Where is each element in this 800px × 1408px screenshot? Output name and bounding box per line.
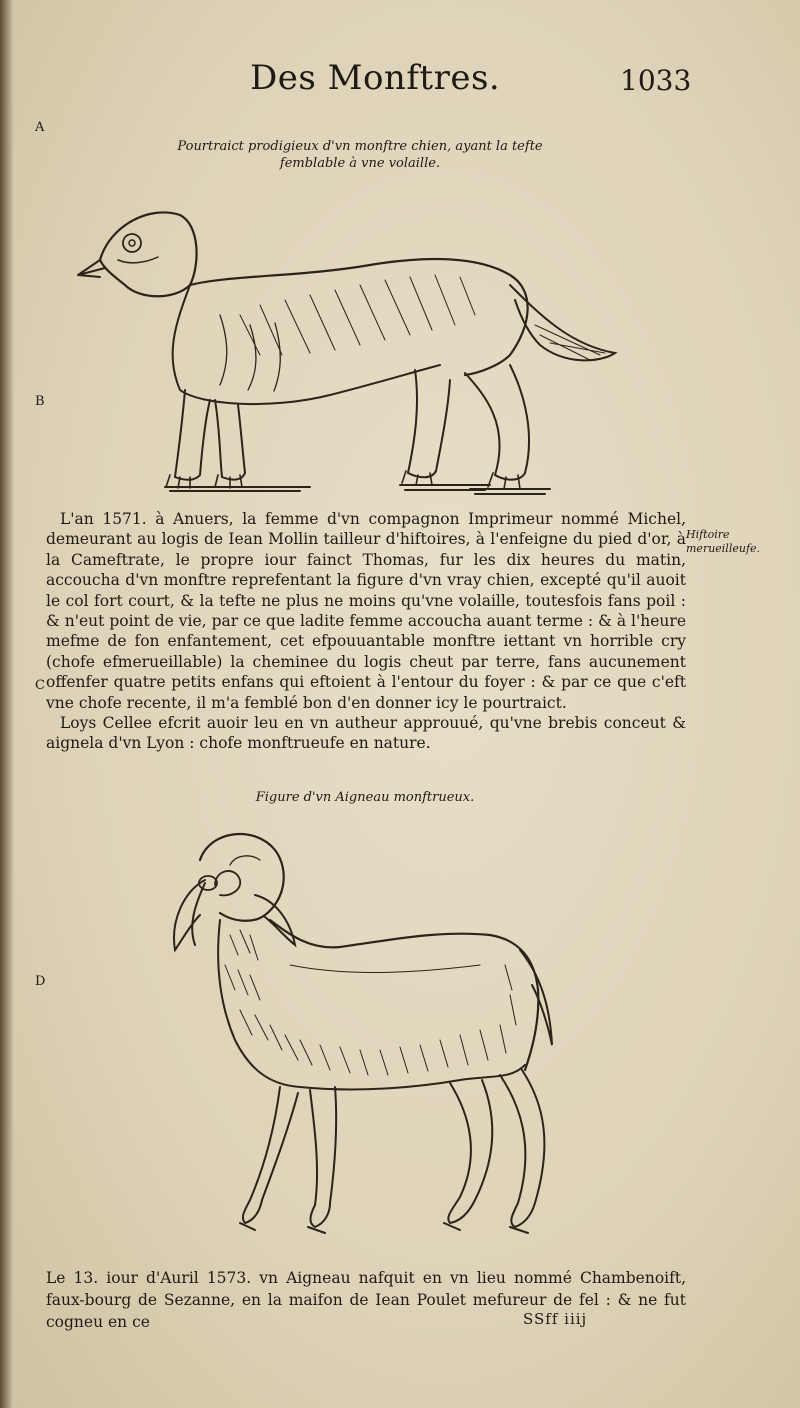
margin-letter-b: B [35,394,45,409]
paragraph-antwerp-monster: L'an 1571. à Anuers, la femme d'vn compagnon Imprimeur nommé Michel, demeurant au logis de Iean Mollin tailleur d'hiftoires, à l'enfeigne du pied d'or, à la Cameftrate, le propre iour fainct Thomas, fur les dix heures du matin, accoucha d'vn monftre reprefentant la figure d'vn vray chien, excepté qu'il auoit le col fort court, & la tefte ne plus ne moins qu'vne volaille, toutesfois fans poil : & n'eut point de vie, par ce que ladite femme accoucha auant terme : & à l'heure mefme de fon enfantement, cet efpouuantable monftre iettant vn horrible cry (chofe efmerueillable) la cheminee du logis cheut par terre, fans aucunement offenfer quatre petits enfans qui eftoient à l'entour du foyer : & par ce que c'eft vne chofe recente, il m'a femblé bon d'en donner icy le pourtraict. [46,510,686,712]
caption-dog-monster [150,138,570,172]
paragraph-sezanne-lamb: Le 13. iour d'Auril 1573. vn Aigneau nafquit en vn lieu nommé Chambenoift, faux-bourg de Sezanne, en la maifon de Iean Poulet mefureur de fel : & ne fut cogneu en ce [46,1269,686,1331]
margin-letter-d: D [35,974,46,989]
margin-note: Hiftoire merueilleufe. [686,528,761,555]
margin-letter-c: C [35,678,45,693]
caption-dog-monster-line-2: femblable à vne volaille. [279,156,441,171]
book-gutter [0,0,14,1408]
text-block-1 [46,509,686,754]
margin-letter-a: A [35,120,45,135]
caption-lamb-monster: Figure d'vn Aigneau monftrueux. [255,790,475,805]
signature-mark: SSff iiij [523,1310,588,1328]
lamb-monster-woodcut [160,825,570,1240]
running-title: Des Monftres. [250,58,501,98]
caption-dog-monster-line-1: Pourtraict prodigieux d'vn monftre chien, ayant la tefte [177,139,543,154]
dog-monster-woodcut [70,205,630,500]
paragraph-lion-lamb: Loys Cellee efcrit auoir leu en vn autheur approuué, qu'vne brebis conceut & aignela d'vn Lyon : chofe monftrueufe en nature. [46,714,686,753]
page-number: 1033 [620,64,692,97]
